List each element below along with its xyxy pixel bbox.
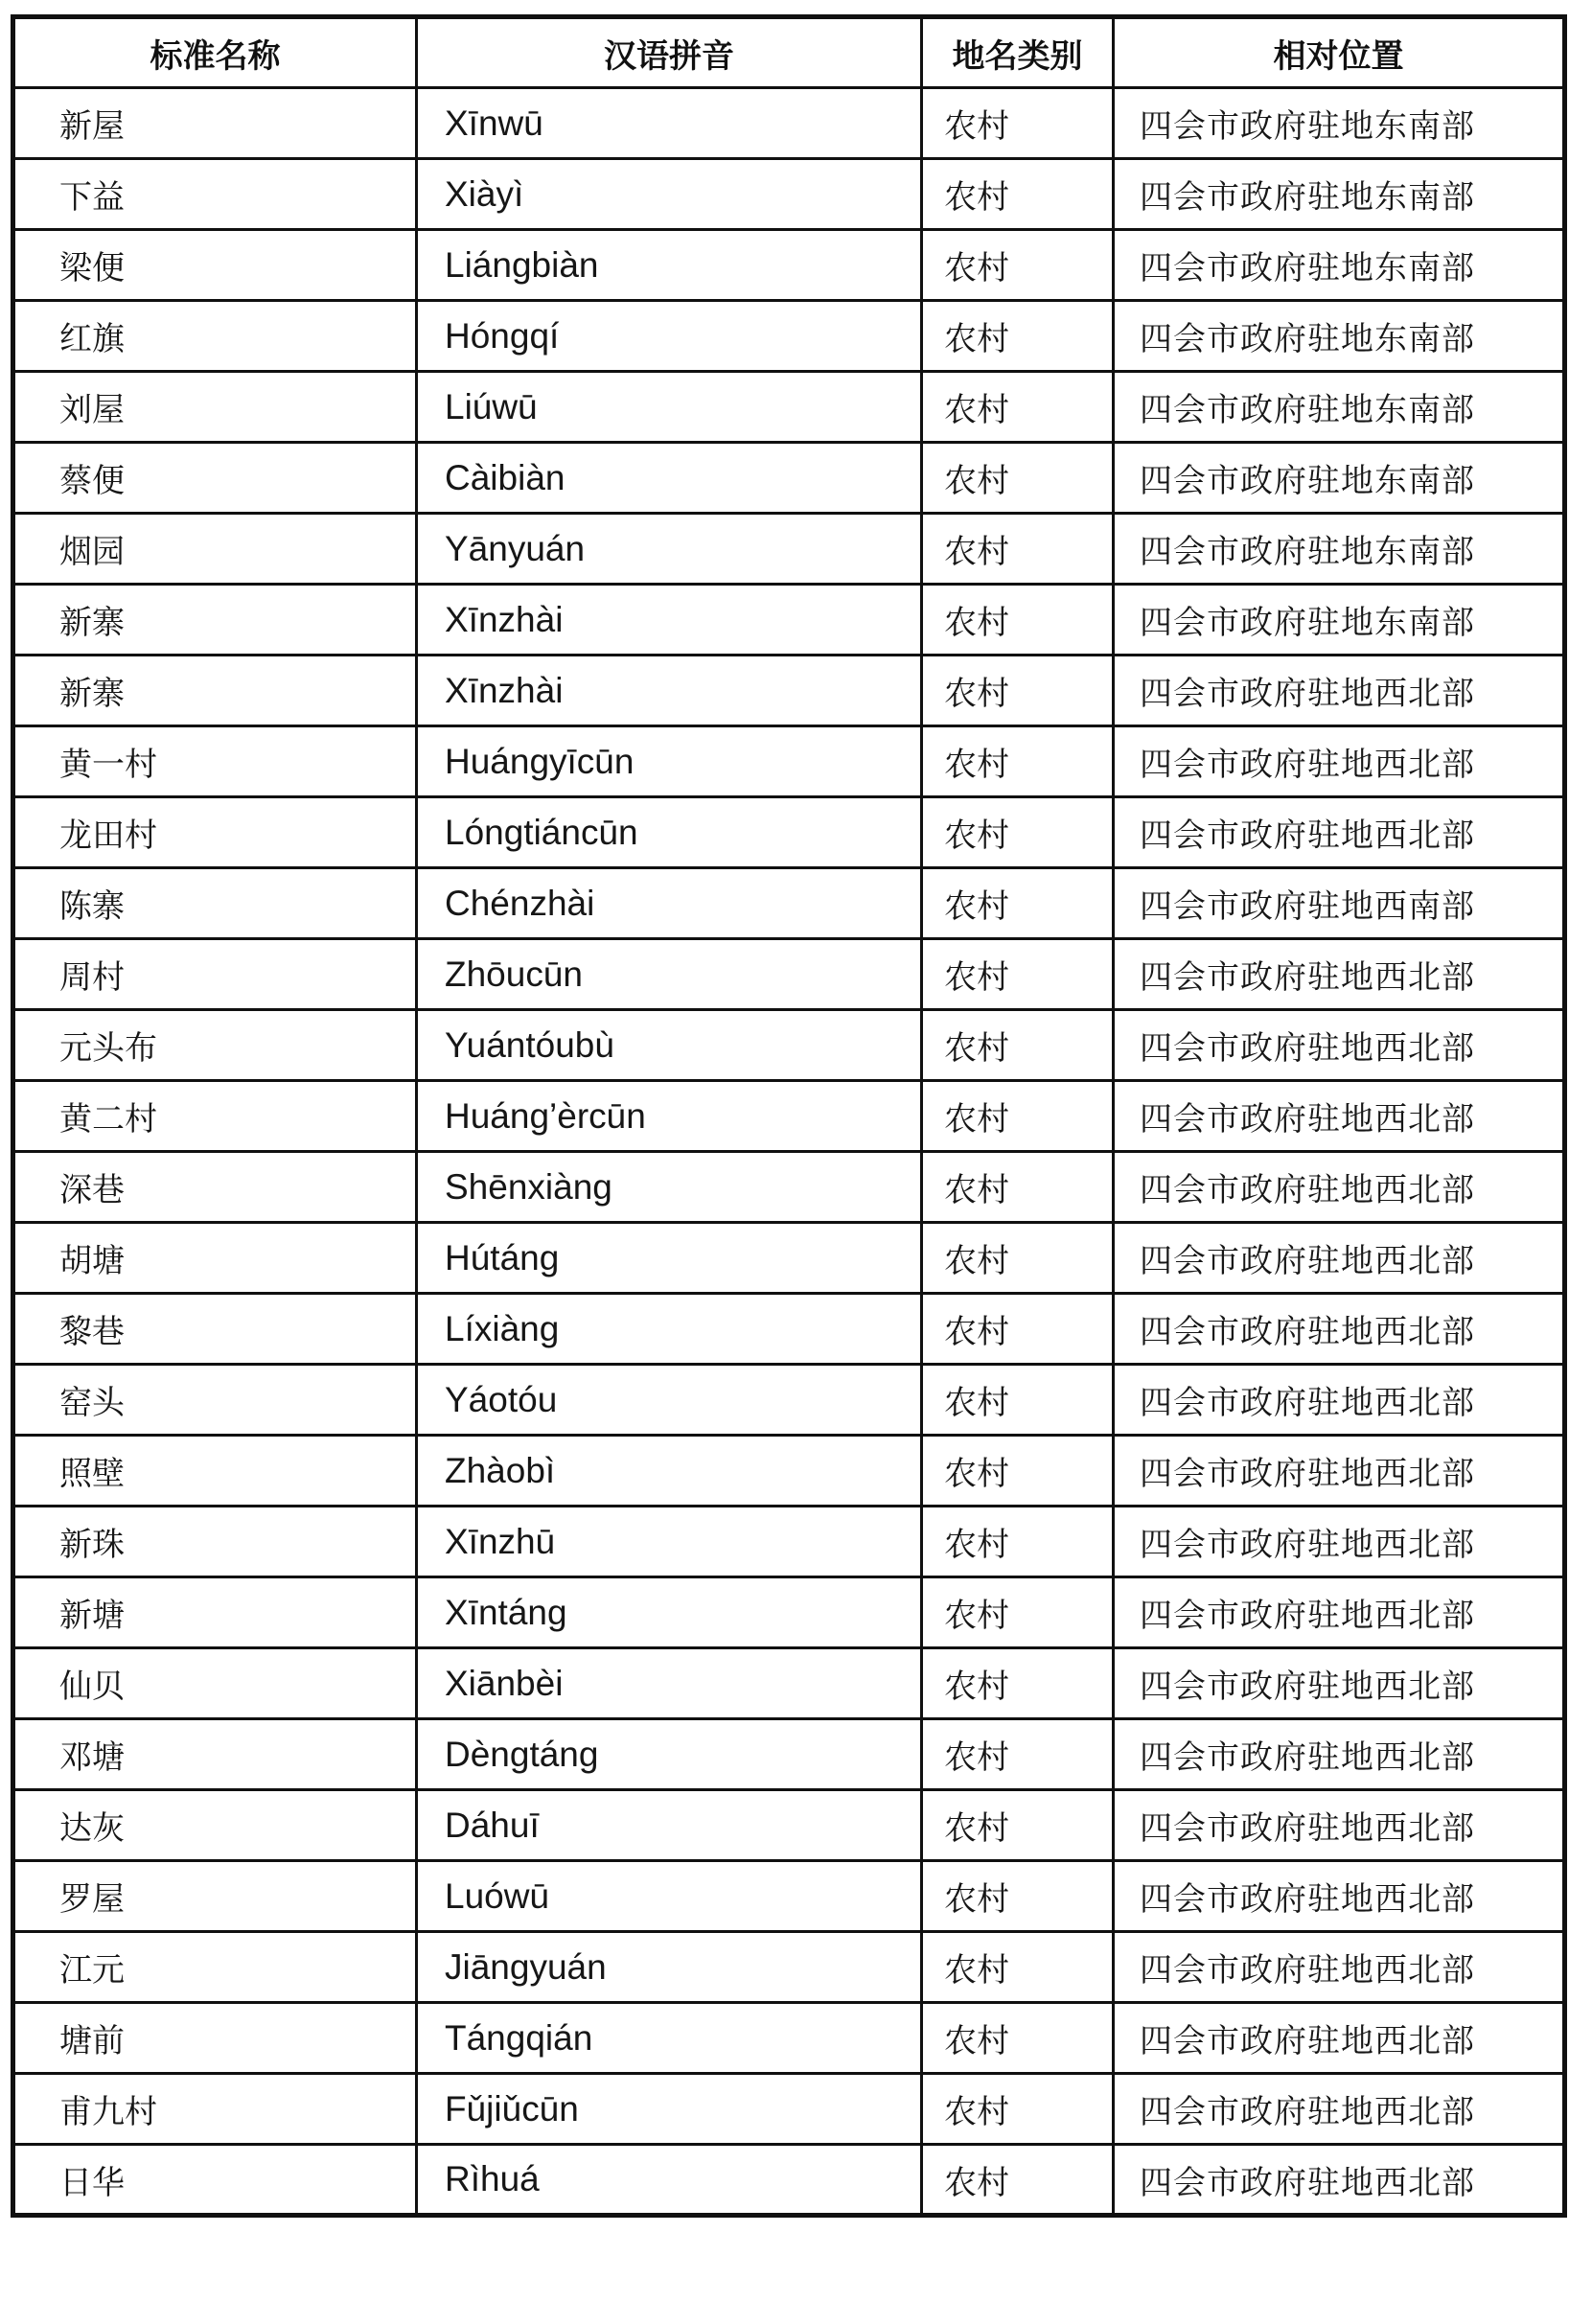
- cell-pinyin: Shēnxiàng: [417, 1152, 922, 1223]
- cell-category: 农村: [922, 1081, 1114, 1152]
- cell-standard-name: 陈寨: [13, 868, 417, 939]
- cell-standard-name: 周村: [13, 939, 417, 1010]
- table-row: [13, 2145, 1565, 2216]
- cell-pinyin: Hóngqí: [417, 301, 922, 372]
- cell-standard-name: 窑头: [13, 1365, 417, 1436]
- cell-category: 农村: [922, 372, 1114, 443]
- cell-relative-position: 四会市政府驻地西北部: [1114, 1294, 1565, 1365]
- cell-standard-name: 甫九村: [13, 2074, 417, 2145]
- cell-standard-name: 新珠: [13, 1507, 417, 1577]
- table-header: [13, 17, 1565, 88]
- cell-relative-position: 四会市政府驻地东南部: [1114, 230, 1565, 301]
- cell-pinyin: Rìhuá: [417, 2145, 922, 2216]
- cell-pinyin: Huángyīcūn: [417, 726, 922, 797]
- cell-relative-position: 四会市政府驻地西北部: [1114, 1507, 1565, 1577]
- table-row: [13, 443, 1565, 514]
- cell-relative-position: 四会市政府驻地西北部: [1114, 1152, 1565, 1223]
- table-row: [13, 1223, 1565, 1294]
- cell-pinyin: Xīnwū: [417, 88, 922, 159]
- table-body: [13, 88, 1565, 2216]
- table-row: [13, 726, 1565, 797]
- cell-category: 农村: [922, 726, 1114, 797]
- cell-relative-position: 四会市政府驻地东南部: [1114, 585, 1565, 656]
- cell-pinyin: Hútáng: [417, 1223, 922, 1294]
- cell-standard-name: 下益: [13, 159, 417, 230]
- cell-standard-name: 新寨: [13, 585, 417, 656]
- cell-pinyin: Xīntáng: [417, 1577, 922, 1648]
- cell-relative-position: 四会市政府驻地西北部: [1114, 2145, 1565, 2216]
- cell-relative-position: 四会市政府驻地西北部: [1114, 726, 1565, 797]
- cell-category: 农村: [922, 656, 1114, 726]
- cell-standard-name: 红旗: [13, 301, 417, 372]
- column-header-standard-name: 标准名称: [13, 17, 417, 88]
- cell-relative-position: 四会市政府驻地西北部: [1114, 1932, 1565, 2003]
- cell-category: 农村: [922, 868, 1114, 939]
- table-row: [13, 1365, 1565, 1436]
- cell-pinyin: Fǔjiǔcūn: [417, 2074, 922, 2145]
- cell-category: 农村: [922, 514, 1114, 585]
- cell-standard-name: 蔡便: [13, 443, 417, 514]
- cell-relative-position: 四会市政府驻地西北部: [1114, 1223, 1565, 1294]
- table-row: [13, 372, 1565, 443]
- column-header-relative-position: 相对位置: [1114, 17, 1565, 88]
- cell-pinyin: Luówū: [417, 1861, 922, 1932]
- table-row: [13, 1294, 1565, 1365]
- cell-pinyin: Zhōucūn: [417, 939, 922, 1010]
- cell-pinyin: Yáotóu: [417, 1365, 922, 1436]
- cell-standard-name: 胡塘: [13, 1223, 417, 1294]
- table-row: [13, 230, 1565, 301]
- cell-category: 农村: [922, 301, 1114, 372]
- cell-pinyin: Liángbiàn: [417, 230, 922, 301]
- cell-category: 农村: [922, 2145, 1114, 2216]
- cell-pinyin: Huáng’èrcūn: [417, 1081, 922, 1152]
- cell-relative-position: 四会市政府驻地西北部: [1114, 1436, 1565, 1507]
- cell-pinyin: Tángqián: [417, 2003, 922, 2074]
- column-header-category: 地名类别: [922, 17, 1114, 88]
- cell-pinyin: Zhàobì: [417, 1436, 922, 1507]
- cell-pinyin: Líxiàng: [417, 1294, 922, 1365]
- cell-relative-position: 四会市政府驻地东南部: [1114, 443, 1565, 514]
- cell-standard-name: 新塘: [13, 1577, 417, 1648]
- cell-pinyin: Lóngtiáncūn: [417, 797, 922, 868]
- cell-category: 农村: [922, 1719, 1114, 1790]
- table-row: [13, 1861, 1565, 1932]
- cell-standard-name: 黄一村: [13, 726, 417, 797]
- cell-relative-position: 四会市政府驻地西北部: [1114, 1861, 1565, 1932]
- cell-category: 农村: [922, 1861, 1114, 1932]
- cell-pinyin: Jiāngyuán: [417, 1932, 922, 2003]
- table-row: [13, 1790, 1565, 1861]
- cell-relative-position: 四会市政府驻地西北部: [1114, 2003, 1565, 2074]
- cell-standard-name: 深巷: [13, 1152, 417, 1223]
- cell-relative-position: 四会市政府驻地西北部: [1114, 656, 1565, 726]
- table-row: [13, 585, 1565, 656]
- cell-standard-name: 江元: [13, 1932, 417, 2003]
- table-row: [13, 797, 1565, 868]
- cell-relative-position: 四会市政府驻地西北部: [1114, 1081, 1565, 1152]
- cell-relative-position: 四会市政府驻地西北部: [1114, 1010, 1565, 1081]
- cell-category: 农村: [922, 2003, 1114, 2074]
- cell-category: 农村: [922, 1932, 1114, 2003]
- cell-relative-position: 四会市政府驻地西北部: [1114, 939, 1565, 1010]
- table-row: [13, 656, 1565, 726]
- table-row: [13, 1507, 1565, 1577]
- cell-pinyin: Chénzhài: [417, 868, 922, 939]
- cell-relative-position: 四会市政府驻地东南部: [1114, 88, 1565, 159]
- cell-relative-position: 四会市政府驻地东南部: [1114, 301, 1565, 372]
- cell-standard-name: 梁便: [13, 230, 417, 301]
- table-row: [13, 1577, 1565, 1648]
- column-header-pinyin: 汉语拼音: [417, 17, 922, 88]
- table-row: [13, 2074, 1565, 2145]
- cell-category: 农村: [922, 1010, 1114, 1081]
- cell-standard-name: 塘前: [13, 2003, 417, 2074]
- cell-relative-position: 四会市政府驻地西北部: [1114, 797, 1565, 868]
- table-row: [13, 1648, 1565, 1719]
- cell-relative-position: 四会市政府驻地西北部: [1114, 1648, 1565, 1719]
- cell-standard-name: 新屋: [13, 88, 417, 159]
- cell-category: 农村: [922, 1365, 1114, 1436]
- cell-category: 农村: [922, 1507, 1114, 1577]
- table-row: [13, 1719, 1565, 1790]
- cell-category: 农村: [922, 1648, 1114, 1719]
- table-row: [13, 514, 1565, 585]
- table-row: [13, 1436, 1565, 1507]
- cell-standard-name: 烟园: [13, 514, 417, 585]
- cell-category: 农村: [922, 159, 1114, 230]
- cell-pinyin: Yuántóubù: [417, 1010, 922, 1081]
- cell-standard-name: 罗屋: [13, 1861, 417, 1932]
- cell-relative-position: 四会市政府驻地西北部: [1114, 1719, 1565, 1790]
- table-row: [13, 1932, 1565, 2003]
- place-names-table: [11, 14, 1567, 2218]
- cell-relative-position: 四会市政府驻地东南部: [1114, 159, 1565, 230]
- cell-standard-name: 仙贝: [13, 1648, 417, 1719]
- cell-category: 农村: [922, 88, 1114, 159]
- cell-category: 农村: [922, 1577, 1114, 1648]
- cell-standard-name: 刘屋: [13, 372, 417, 443]
- cell-category: 农村: [922, 585, 1114, 656]
- cell-pinyin: Xiàyì: [417, 159, 922, 230]
- cell-pinyin: Yānyuán: [417, 514, 922, 585]
- cell-standard-name: 黄二村: [13, 1081, 417, 1152]
- table-row: [13, 868, 1565, 939]
- table-row: [13, 1010, 1565, 1081]
- table-row: [13, 301, 1565, 372]
- table-row: [13, 1152, 1565, 1223]
- cell-standard-name: 元头布: [13, 1010, 417, 1081]
- table-row: [13, 2003, 1565, 2074]
- cell-category: 农村: [922, 797, 1114, 868]
- cell-standard-name: 照壁: [13, 1436, 417, 1507]
- cell-relative-position: 四会市政府驻地西南部: [1114, 868, 1565, 939]
- cell-category: 农村: [922, 2074, 1114, 2145]
- cell-standard-name: 日华: [13, 2145, 417, 2216]
- table-row: [13, 88, 1565, 159]
- cell-relative-position: 四会市政府驻地东南部: [1114, 372, 1565, 443]
- cell-relative-position: 四会市政府驻地西北部: [1114, 1365, 1565, 1436]
- cell-pinyin: Xiānbèi: [417, 1648, 922, 1719]
- cell-standard-name: 邓塘: [13, 1719, 417, 1790]
- cell-standard-name: 达灰: [13, 1790, 417, 1861]
- cell-pinyin: Dèngtáng: [417, 1719, 922, 1790]
- cell-standard-name: 黎巷: [13, 1294, 417, 1365]
- cell-category: 农村: [922, 1294, 1114, 1365]
- cell-relative-position: 四会市政府驻地西北部: [1114, 2074, 1565, 2145]
- cell-pinyin: Xīnzhài: [417, 585, 922, 656]
- cell-category: 农村: [922, 443, 1114, 514]
- cell-pinyin: Dáhuī: [417, 1790, 922, 1861]
- cell-category: 农村: [922, 1152, 1114, 1223]
- cell-pinyin: Liúwū: [417, 372, 922, 443]
- cell-standard-name: 龙田村: [13, 797, 417, 868]
- cell-category: 农村: [922, 1790, 1114, 1861]
- table-header-row: [13, 17, 1565, 88]
- cell-category: 农村: [922, 1223, 1114, 1294]
- cell-pinyin: Xīnzhū: [417, 1507, 922, 1577]
- cell-relative-position: 四会市政府驻地西北部: [1114, 1790, 1565, 1861]
- table-row: [13, 1081, 1565, 1152]
- cell-category: 农村: [922, 939, 1114, 1010]
- table-row: [13, 939, 1565, 1010]
- cell-pinyin: Càibiàn: [417, 443, 922, 514]
- cell-standard-name: 新寨: [13, 656, 417, 726]
- cell-category: 农村: [922, 230, 1114, 301]
- table-row: [13, 159, 1565, 230]
- cell-pinyin: Xīnzhài: [417, 656, 922, 726]
- cell-relative-position: 四会市政府驻地东南部: [1114, 514, 1565, 585]
- cell-category: 农村: [922, 1436, 1114, 1507]
- cell-relative-position: 四会市政府驻地西北部: [1114, 1577, 1565, 1648]
